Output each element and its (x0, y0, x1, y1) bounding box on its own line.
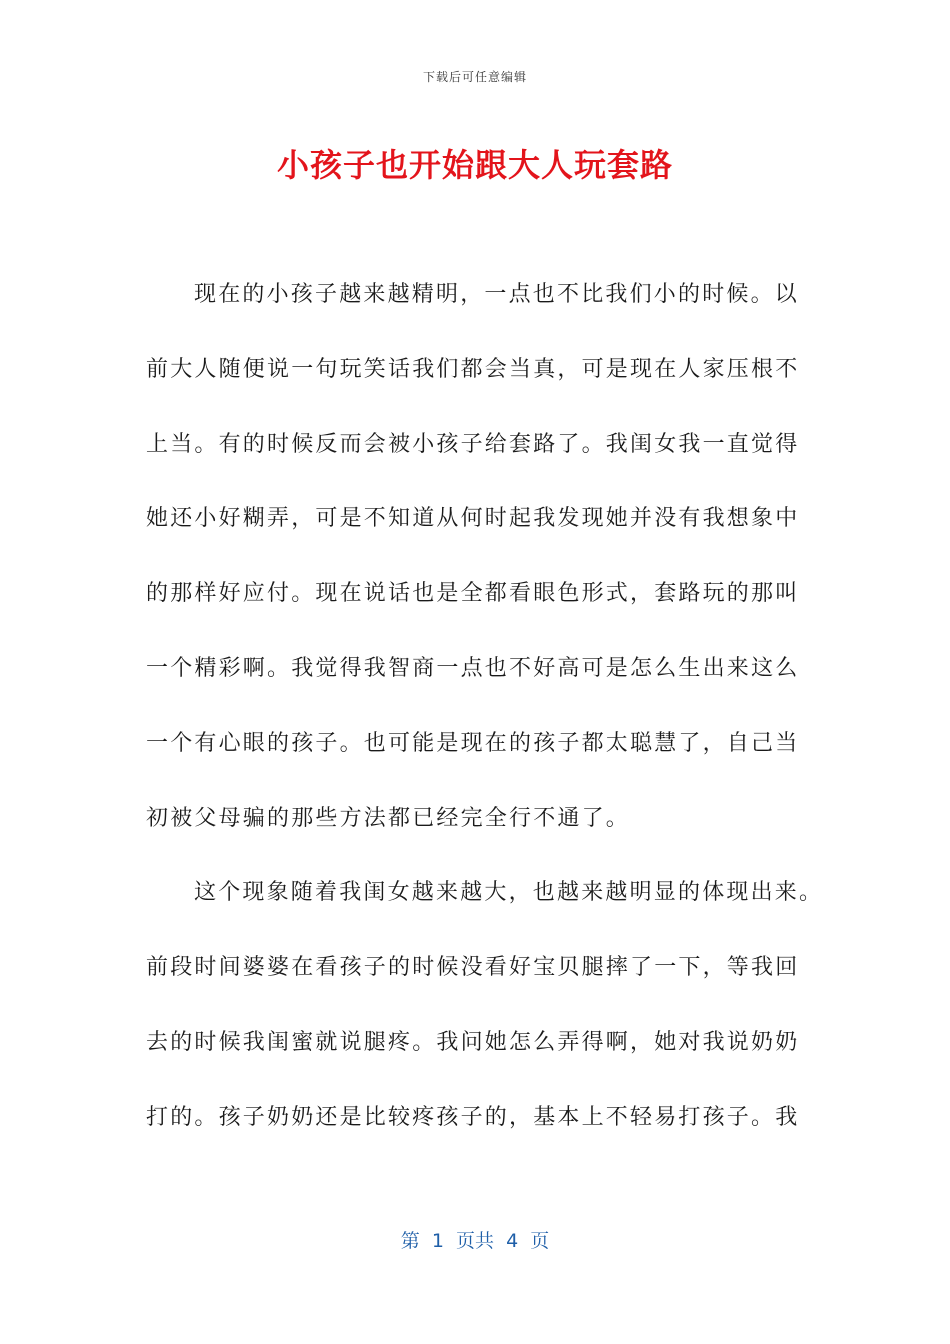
paragraph-line: 前大人随便说一句玩笑话我们都会当真，可是现在人家压根不 (146, 356, 800, 382)
paragraph-line: 打的。孩子奶奶还是比较疼孩子的，基本上不轻易打孩子。我 (146, 1104, 800, 1130)
paragraph-line: 上当。有的时候反而会被小孩子给套路了。我闺女我一直觉得 (146, 431, 800, 457)
paragraph-line: 前段时间婆婆在看孩子的时候没看好宝贝腿摔了一下，等我回 (146, 955, 800, 981)
paragraph-line: 她还小好糊弄，可是不知道从何时起我发现她并没有我想象中 (146, 506, 800, 532)
paragraph-line: 现在的小孩子越来越精明，一点也不比我们小的时候。以 (194, 282, 800, 307)
header-note: 下载后可任意编辑 (422, 70, 527, 84)
paragraph-line: 初被父母骗的那些方法都已经完全行不通了。 (146, 805, 631, 831)
document-title: 小孩子也开始跟大人玩套路 (276, 146, 673, 184)
document-body (146, 273, 824, 1171)
paragraph-line: 一个精彩啊。我觉得我智商一点也不好高可是怎么生出来这么 (146, 655, 800, 681)
page-number-footer: 第 1 页共 4 页 (400, 1230, 550, 1252)
paragraph-line: 一个有心眼的孩子。也可能是现在的孩子都太聪慧了，自己当 (146, 730, 800, 756)
paragraph-line: 的那样好应付。现在说话也是全都看眼色形式，套路玩的那叫 (146, 581, 800, 607)
paragraph-line: 去的时候我闺蜜就说腿疼。我问她怎么弄得啊，她对我说奶奶 (146, 1029, 800, 1055)
paragraph-line: 这个现象随着我闺女越来越大，也越来越明显的体现出来。 (194, 880, 824, 906)
